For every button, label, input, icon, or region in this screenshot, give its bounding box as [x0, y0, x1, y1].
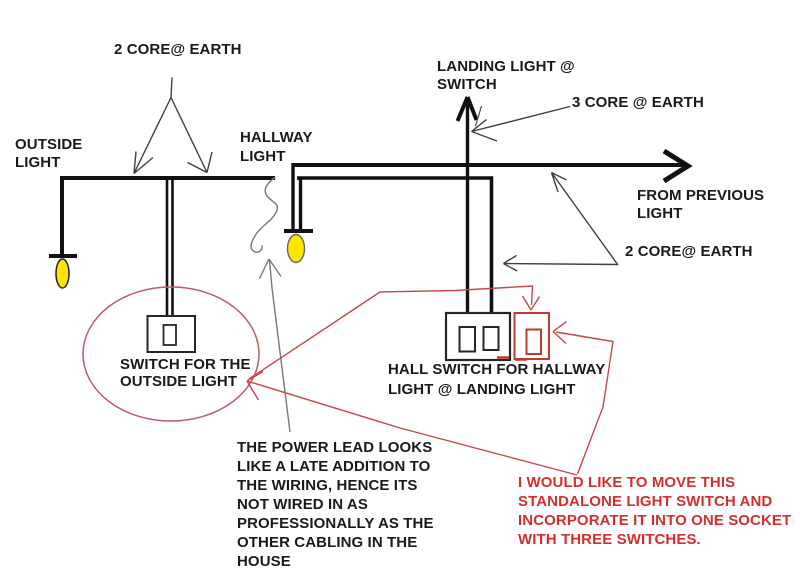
red-link-note-to-switch — [556, 332, 613, 474]
label-line: 2 CORE@ EARTH — [114, 41, 242, 58]
label-two-core-right — [625, 242, 753, 261]
label-hallway-light — [240, 128, 313, 166]
label-line: 2 CORE@ EARTH — [625, 243, 753, 260]
label-line: LIGHT — [240, 148, 286, 165]
outside-switch-rocker — [164, 325, 177, 345]
note-line: PROFESSIONALLY AS THE — [237, 515, 434, 532]
label-three-core — [572, 93, 704, 112]
outside-light-circuit — [49, 176, 275, 352]
note-line: WITH THREE SWITCHES. — [518, 531, 701, 548]
label-line: SWITCH FOR THE — [120, 356, 251, 373]
power-lead-squiggle — [251, 177, 277, 252]
label-line: HALL SWITCH FOR HALLWAY — [388, 361, 606, 378]
label-line: FROM PREVIOUS — [637, 187, 765, 204]
label-line: 3 CORE @ EARTH — [572, 94, 704, 111]
hall-switch-box — [446, 313, 510, 360]
hall-switch-cable — [297, 178, 492, 313]
note-line: THE POWER LEAD LOOKS — [237, 439, 433, 456]
power-lead-annotation — [251, 177, 290, 432]
hall-switch-rocker-2 — [484, 327, 499, 350]
label-line: SWITCH — [437, 76, 497, 93]
note-line: THE WIRING, HENCE ITS — [237, 477, 418, 494]
label-line: LIGHT @ LANDING LIGHT — [388, 381, 576, 398]
two-core-left-arrow-b — [171, 98, 212, 173]
standalone-switch-rocker — [527, 330, 542, 355]
label-line: LIGHT — [637, 205, 683, 222]
label-outside-switch — [120, 356, 251, 390]
standalone-switch-box — [515, 313, 550, 359]
label-outside-light — [15, 136, 82, 172]
label-hall-switch — [388, 360, 605, 400]
note-line: OTHER CABLING IN THE — [237, 534, 418, 551]
note-line: I WOULD LIKE TO MOVE THIS — [518, 474, 736, 491]
hallway-light-bulb-icon — [288, 235, 305, 263]
label-line: HALLWAY — [240, 129, 313, 146]
two-core-left-arrow-a — [134, 98, 171, 174]
label-line: LIGHT — [15, 154, 61, 171]
two-core-right-arrows — [504, 173, 619, 272]
label-line: LANDING LIGHT @ — [437, 58, 575, 75]
two-core-right-arrow-a — [552, 173, 619, 266]
label-from-previous-light — [637, 187, 764, 223]
label-line: OUTSIDE — [15, 136, 83, 153]
label-line: OUTSIDE LIGHT — [120, 373, 238, 390]
three-core-arrow-line — [472, 107, 571, 142]
note-line: STANDALONE LIGHT SWITCH AND — [518, 493, 773, 510]
outside-switch-highlight-ellipse — [83, 287, 259, 421]
outside-switch-box — [148, 316, 196, 352]
three-core-arrow — [472, 107, 571, 142]
note-line: INCORPORATE IT INTO ONE SOCKET — [518, 512, 792, 529]
note-power-lead — [237, 438, 434, 570]
note-line: HOUSE — [237, 553, 291, 570]
two-core-right-arrow-b — [504, 256, 619, 272]
note-line: NOT WIRED IN AS — [237, 496, 368, 513]
note-move-switch — [518, 473, 791, 549]
two-core-left-stem — [171, 78, 172, 98]
two-core-left-arrows — [134, 78, 212, 174]
note-line: LIKE A LATE ADDITION TO — [237, 458, 431, 475]
hall-switch-rocker-1 — [460, 327, 476, 352]
label-two-core-left — [114, 40, 242, 59]
outside-light-bulb-icon — [56, 259, 69, 288]
power-note-arrow-shaft — [270, 260, 291, 432]
label-landing-light-switch — [437, 58, 575, 94]
